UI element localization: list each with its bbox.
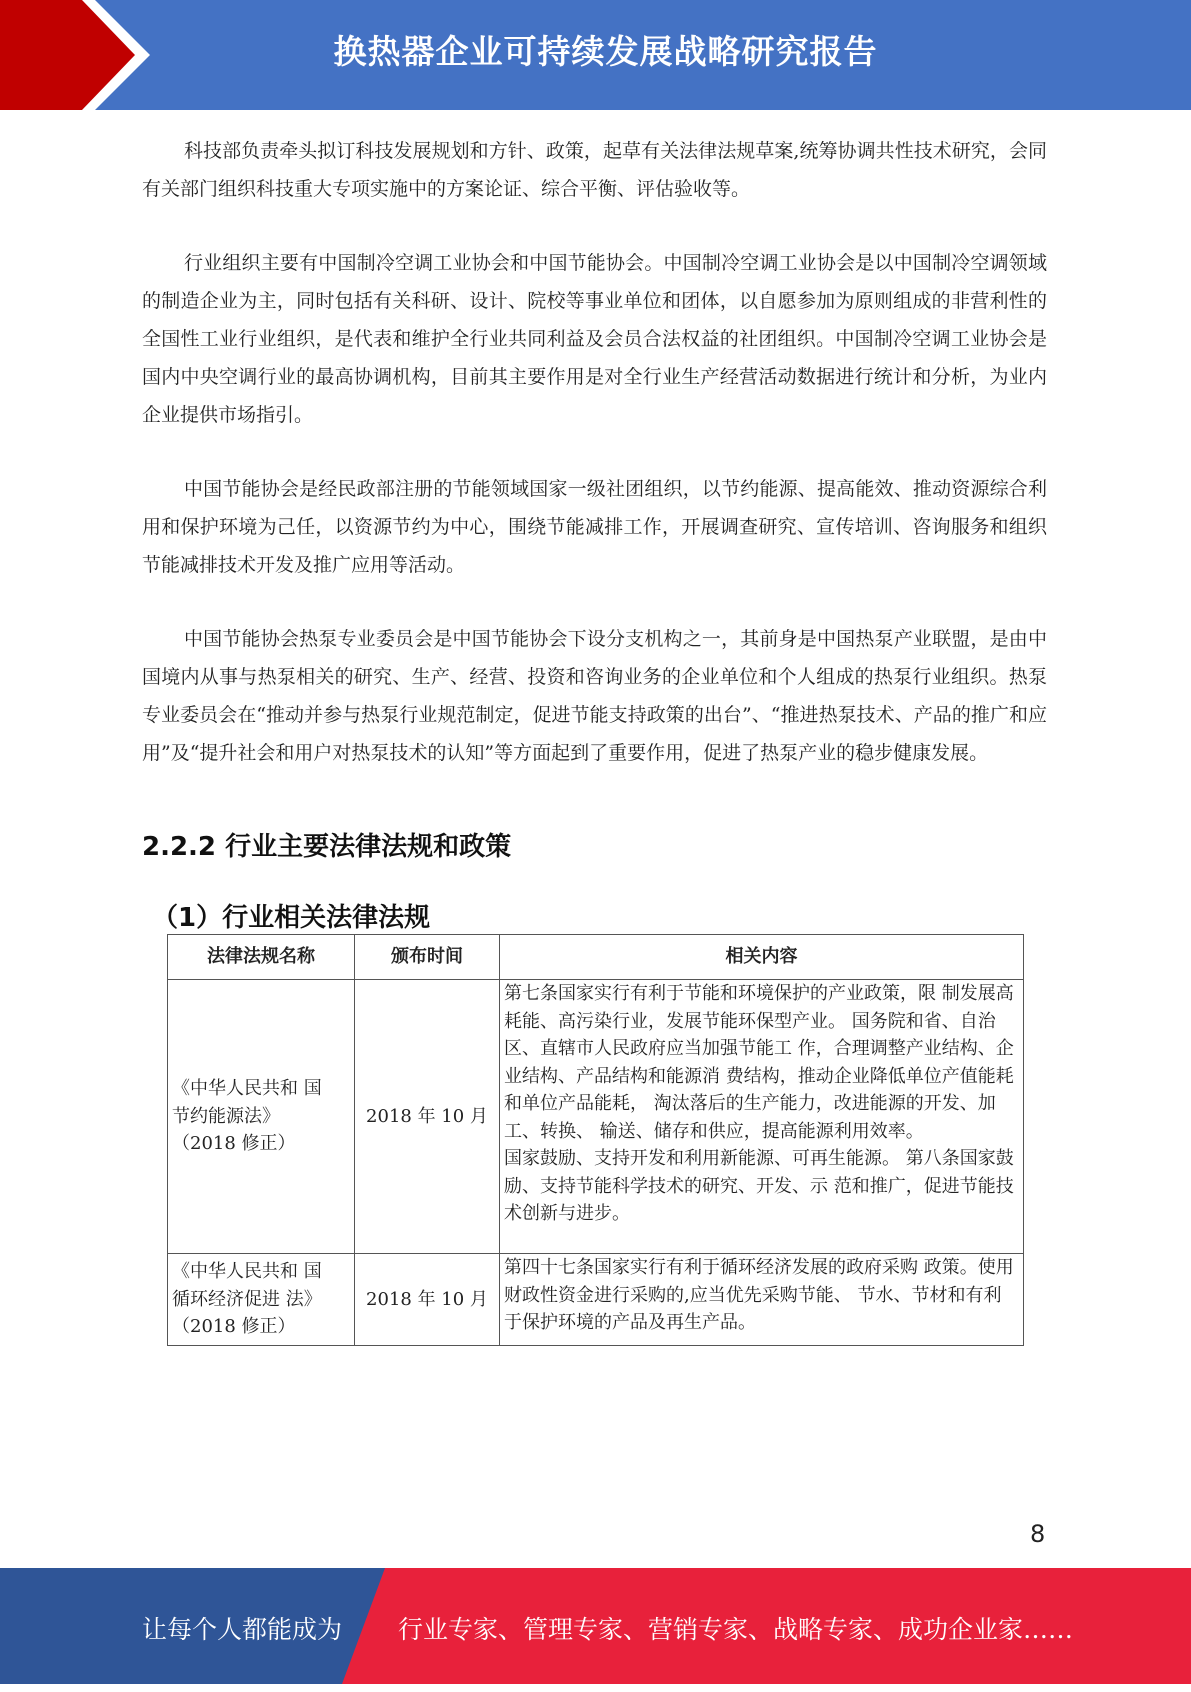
- footer-slogan-right: 行业专家、管理专家、营销专家、战略专家、成功企业家……: [398, 1615, 1074, 1644]
- report-title: 换热器企业可持续发展战略研究报告: [333, 32, 878, 71]
- page-footer: [0, 1568, 1191, 1684]
- law-name-line: 《中华人民共和 国: [172, 1261, 322, 1283]
- page-number: 8: [1030, 1520, 1046, 1548]
- table-header-row: [168, 935, 1024, 980]
- law-date-cell: 2018 年 10 月: [355, 1254, 500, 1346]
- column-header-date: 颁布时间: [355, 935, 500, 980]
- subsection-heading: （1）行业相关法律法规: [152, 903, 431, 933]
- law-date-cell: 2018 年 10 月: [355, 980, 500, 1254]
- law-content-paragraph: 第四十七条国家实行有利于循环经济发展的政府采购 政策。使用财政性资金进行采购的,应当优先采购节能、 节水、节材和有利于保护环境的产品及再生产品。: [504, 1257, 1014, 1333]
- paragraph-ministry: 科技部负责牵头拟订科技发展规划和方针、政策，起草有关法律法规草案,统筹协调共性技术研究，会同有关部门组织科技重大专项实施中的方案论证、综合平衡、评估验收等。: [142, 140, 1047, 200]
- law-content-cell: [500, 1254, 1024, 1346]
- law-content-cell: [500, 980, 1024, 1254]
- column-header-content: 相关内容: [500, 935, 1024, 980]
- law-content-paragraph: 国家鼓励、支持开发和利用新能源、可再生能源。 第八条国家鼓励、支持节能科学技术的研究、开发、示 范和推广，促进节能技术创新与进步。: [504, 1148, 1014, 1224]
- law-content-paragraph: 第七条国家实行有利于节能和环境保护的产业政策，限 制发展高耗能、高污染行业，发展节能环保型产业。 国务院和省、自治区、直辖市人民政府应当加强节能工 作，合理调整产业结构、企业结构、产品结构和能源消 费结构，推动企业降低单位产值能耗和单位产品能耗， 淘汰落后的生产能力，改进能源的开发、加工、转换、 输送、储存和供应，提高能源利用效率。: [504, 983, 1014, 1142]
- table-row: [168, 1254, 1024, 1346]
- paragraph-energy-assoc: 中国节能协会是经民政部注册的节能领域国家一级社团组织，以节约能源、提高能效、推动资源综合利用和保护环境为己任，以资源节约为中心，围绕节能减排工作，开展调查研究、宣传培训、咨询服务和组织节能减排技术开发及推广应用等活动。: [142, 478, 1047, 576]
- laws-table: [167, 934, 1024, 1346]
- page-header: [0, 0, 1191, 110]
- column-header-name: 法律法规名称: [168, 935, 355, 980]
- paragraph-industry-orgs: 行业组织主要有中国制冷空调工业协会和中国节能协会。中国制冷空调工业协会是以中国制冷空调领域的制造企业为主，同时包括有关科研、设计、院校等事业单位和团体，以自愿参加为原则组成的非营利性的全国性工业行业组织，是代表和维护全行业共同利益及会员合法权益的社团组织。中国制冷空调工业协会是国内中央空调行业的最高协调机构，目前其主要作用是对全行业生产经营活动数据进行统计和分析，为业内企业提供市场指引。: [142, 252, 1047, 426]
- body-text: [142, 132, 1047, 808]
- paragraph-heat-pump-committee: 中国节能协会热泵专业委员会是中国节能协会下设分支机构之一，其前身是中国热泵产业联盟，是由中国境内从事与热泵相关的研究、生产、经营、投资和咨询业务的企业单位和个人组成的热泵行业组织。热泵专业委员会在“推动并参与热泵行业规范制定，促进节能支持政策的出台”、“推进热泵技术、产品的推广和应用”及“提升社会和用户对热泵技术的认知”等方面起到了重要作用，促进了热泵产业的稳步健康发展。: [142, 628, 1047, 764]
- table-row: [168, 980, 1024, 1254]
- law-name-line: 《中华人民共和 国: [172, 1078, 322, 1100]
- footer-slogan-left: 让每个人都能成为: [142, 1615, 343, 1644]
- law-name-line: 节约能源法》: [172, 1105, 280, 1127]
- law-name-cell: [168, 1254, 355, 1346]
- section-heading: 2.2.2 行业主要法律法规和政策: [142, 832, 512, 862]
- law-name-cell: [168, 980, 355, 1254]
- law-name-line: （2018 修正）: [172, 1316, 296, 1338]
- law-name-line: （2018 修正）: [172, 1133, 296, 1155]
- law-name-line: 循环经济促进 法》: [172, 1288, 322, 1310]
